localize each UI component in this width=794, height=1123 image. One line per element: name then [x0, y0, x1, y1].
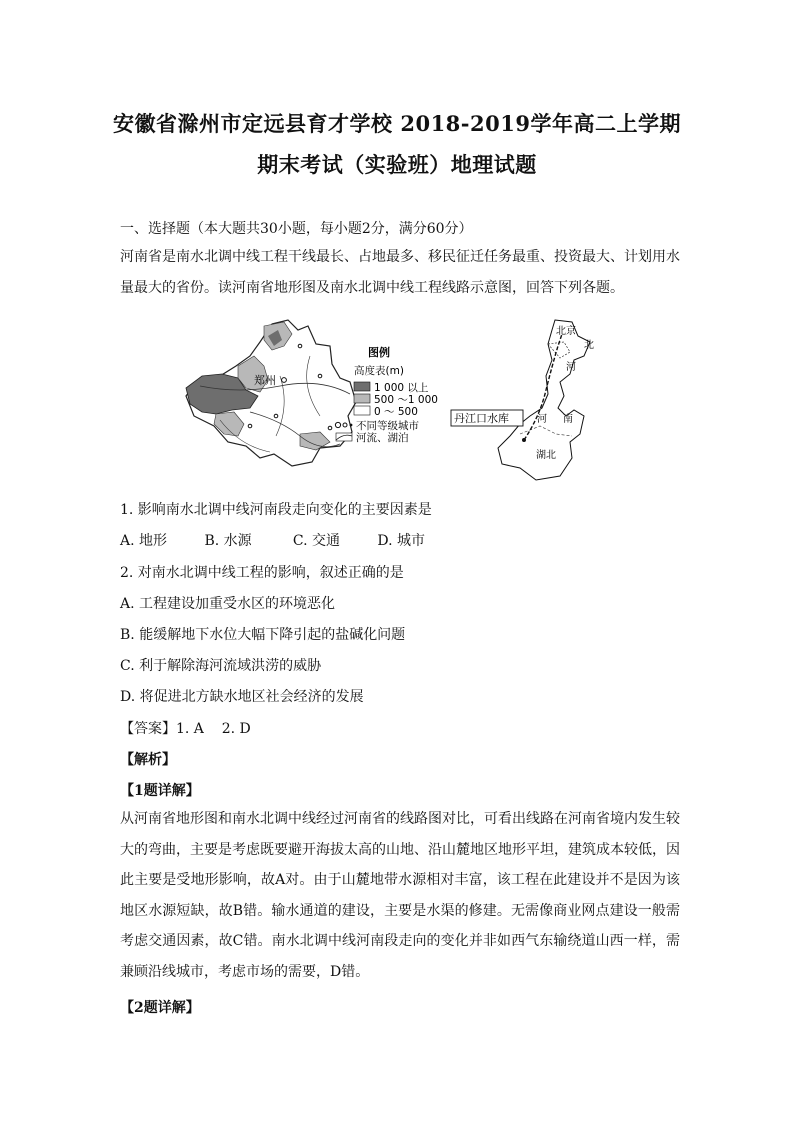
legend-subtitle: 高度表(m) [354, 365, 404, 377]
henan-terrain-map [186, 320, 356, 466]
route-map [451, 320, 590, 480]
question-2-option-c: C. 利于解除海河流域洪涝的威胁 [120, 658, 322, 674]
legend-title: 图例 [368, 346, 390, 359]
q2-detail-label: 【2题详解】 [120, 1000, 200, 1016]
label-henan-he: 河 [537, 414, 547, 425]
label-beijing: 北京 [556, 326, 576, 337]
title-line-1: 安徽省滁州市定远县育才学校 2018-2019学年高二上学期 [113, 111, 681, 136]
legend-river: 河流、湖泊 [356, 432, 409, 444]
question-2-stem: 2. 对南水北调中线工程的影响，叙述正确的是 [120, 565, 404, 581]
henan-map-figure [180, 316, 600, 486]
question-2-option-d: D. 将促进北方缺水地区社会经济的发展 [120, 689, 364, 705]
analysis-label: 【解析】 [120, 752, 176, 768]
question-1-stem: 1. 影响南水北调中线河南段走向变化的主要因素是 [120, 502, 432, 518]
question-1-option-b: B. 水源 [204, 533, 252, 549]
answer-line: 【答案】1. A 2. D [120, 721, 251, 737]
q1-detail-label: 【1题详解】 [120, 783, 200, 799]
label-danjiangkou: 丹江口水库 [454, 412, 509, 425]
label-he-top: 河 [566, 362, 576, 373]
question-2-option-a: A. 工程建设加重受水区的环境恶化 [120, 596, 336, 612]
label-hubei: 湖北 [536, 450, 556, 461]
map-city-label: 郑州 [254, 374, 276, 387]
legend-item-high: 1 000 以上 [374, 382, 429, 394]
question-1-options [120, 530, 680, 550]
intro-paragraph: 河南省是南水北调中线工程干线最长、占地最多、移民征迁任务最重、投资最大、计划用水量最大的省份。读河南省地形图及南水北调中线工程线路示意图，回答下列各题。 [120, 249, 680, 296]
legend-item-low: 0 ～ 500 [374, 406, 418, 418]
label-hebei-bei: 北 [584, 340, 594, 351]
title-line-2: 期末考试（实验班）地理试题 [257, 152, 537, 177]
label-henan-nan: 南 [563, 414, 573, 425]
question-1-option-a: A. 地形 [120, 533, 168, 549]
q1-detail-text: 从河南省地形图和南水北调中线经过河南省的线路图对比，可看出线路在河南省境内发生较大的弯曲，主要是考虑既要避开海拔太高的山地、沿山麓地区地形平坦，建筑成本较低，因此主要是受地形影响，故A对。由于山麓地带水源相对丰富，该工程在此建设并不是因为该地区水源短缺，故B错。输水通道的建设，主要是水渠的修建。无需像商业网点建设一般需考虑交通因素，故C错。南水北调中线河南段走向的变化并非如西气东输绕道山西一样，需兼顾沿线城市，考虑市场的需要，D错。 [120, 811, 680, 980]
legend-item-mid: 500 ～1 000 [374, 394, 438, 406]
legend-city: 不同等级城市 [356, 420, 419, 432]
question-1-option-d: D. 城市 [377, 533, 425, 549]
question-2-option-b: B. 能缓解地下水位大幅下降引起的盐碱化问题 [120, 627, 406, 643]
section-heading: 一、选择题（本大题共30小题，每小题2分，满分60分） [120, 221, 473, 237]
question-1-option-c: C. 交通 [292, 533, 341, 549]
